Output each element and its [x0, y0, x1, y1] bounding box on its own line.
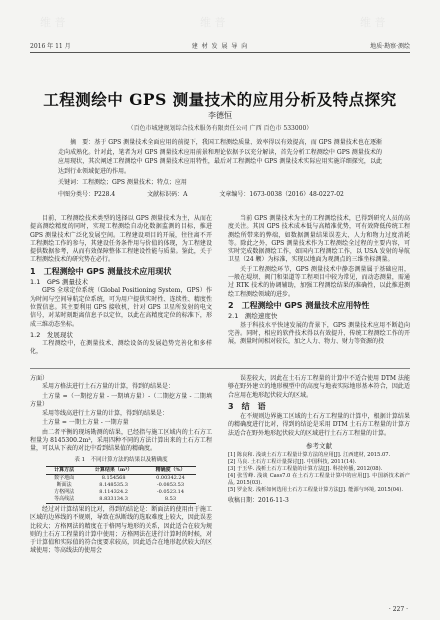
table-cell: 0.00342.24 [156, 474, 185, 481]
watermark: 维 普 [200, 16, 226, 29]
watermark: 维 普 [40, 16, 66, 29]
article-title: 工程测绘中 GPS 测量技术的应用分析及特点探究 [43, 90, 397, 109]
subsection-heading: 2.1 测绘速度快 [228, 312, 278, 321]
references-heading: 参考文献 [306, 442, 332, 451]
table-cell: 8.114324.2 [99, 488, 128, 495]
body-paragraph: 当前 GPS 测量技术为主的工程测绘技术，已得到研究人员的高度关注。其因 GPS 技术成本低与高精准优势，可有效降低传统工程测绘所带来的弊端，如数据测量结果误差大、人力和物力过度消耗等。除此之外，GPS 测量技术作为工程测绘全过程的主要内容，可实时完成数据测绘工作，如国内工程测绘工作，以 USA 发射的导航卫星（24 颗）为标准，实现以地面为观测点的三维坐标测量。 [228, 215, 410, 264]
reference-item: [2] 马良. 土石方工程计量探讨[J]. 中国科技, 2011(14). [228, 459, 357, 466]
table-cell: -0.0853.53 [156, 481, 185, 488]
table-cell: 8.154568 [101, 474, 126, 481]
body-paragraph: 经过对计算结果的比对，得到的结论是：断面法的使用由于施工区域的边界线的不规则，导致在纵断线的选取难度上较大，因此误差比较大；方格网法的精度在于格网与地形的关系，因此适合在较为规则的土石方工程量的计算中使用；方格网法在进行计算时的时候，对于计算值和实际值的符合度要求较高，因此适合在地形起伏较大的区域使用；等高线法的使用会 [30, 505, 212, 555]
running-header [30, 41, 410, 51]
body-paragraph: 关于工程测绘环节，GPS 测量技术中静态测量属于基础应用，一般在堤坝、阀门和渠道等工程项目中较为常见，而动态测量，需通过 RTK 技术的协调辅助，加强工程测绘结果的准确性，以此推进测绘工程测绘领域的进步。 [228, 265, 410, 298]
section-heading: 2 工程测绘中 GPS 测量技术应用特性 [228, 300, 370, 310]
table-cell: 8.148535.3 [99, 481, 128, 488]
continued-text: 方面） [30, 375, 49, 382]
body-paragraph: 基于科技水平快速发展的背景下，GPS 测量技术应用不断趋向完善。同时，相应的软件技术得以有效提升，传统工程测绘工作的开展，测量时间相对较长，加之人力、物力、财力等资源的投 [228, 321, 410, 346]
article-author: 李德恒 [208, 111, 232, 120]
section-heading: 1 工程测绘中 GPS 测量技术应用现状 [30, 266, 172, 276]
reference-item: [5] 罗金发. 浅析如何选用土石方工程量计算方法[J]. 能源与环境, 2015(04). [228, 487, 404, 494]
received-date: 收稿日期：2016-11-3 [228, 497, 289, 505]
watermark: 维 普 [360, 16, 386, 29]
body-paragraph: GPS 全球定位系统（Global Positioning System，GPS）作为时间与空间导航定位系统，可为用户提供实时性、连续性、精度性位置信息。其主要利用 GPS 接收机，针对 GPS 卫星所发射的电文信号，对某时刻距离信息予以定位，以此在高精度定位的标准下，形成三维动态坐标。 [30, 287, 212, 328]
table-header-cell: 精确度（%） [155, 466, 186, 473]
keywords: 关键词：工程测绘；GPS 测量技术；特点；应用 [58, 179, 187, 186]
header-section: 地质·勘察·测绘 [370, 43, 410, 50]
table-cell: 等高线法 [54, 495, 75, 502]
body-paragraph: 采用方格法进行土石方量的计算，得到的结果是： [42, 383, 175, 391]
column-top-left [30, 215, 212, 358]
header-rule [30, 52, 410, 53]
table-header-row [46, 466, 196, 474]
article-separator [30, 368, 410, 369]
column-bottom-left [30, 375, 212, 557]
header-date: 2016 年 11 月 [30, 43, 71, 50]
table-row [46, 482, 196, 489]
table-row [46, 474, 196, 482]
table-cell: 断面法 [56, 481, 72, 488]
table-row [46, 489, 196, 496]
results-table [46, 466, 196, 504]
table-cell: 方格网法 [54, 488, 75, 495]
header-journal: 建 材 发 展 导 向 [191, 43, 249, 50]
table-cell: 8.53 [164, 495, 177, 502]
formula: 土方量 = 一期土方量 - 一期方量 [42, 419, 129, 427]
section-heading: 3 结 语 [228, 401, 266, 411]
subsection-heading: 1.2 发展现状 [30, 330, 73, 339]
table-cell: 8.833134.3 [99, 495, 128, 502]
table-header-cell: 计算方法 [54, 466, 75, 473]
reference-item: [3] 于玉华. 浅析土石方工程量的计算方法[J]. 科技传播, 2012(08). [228, 466, 383, 473]
author-affiliation: （百色市城建规划综合技术服务有限责任公司 广西 百色市 533000） [127, 125, 313, 132]
column-bottom-right [228, 375, 410, 506]
body-paragraph: 在不规则边界施工区域的土石方工程量的计算中，根据计算结果的精确度进行比对，得到的结论是采用 DTM 土石方工程量的计算方法适合在野外地形起伏较大的区域进行土石方工程量的计算。 [228, 413, 410, 437]
reference-item: [4] 张雪峰. 浅谈 Cass7.0 在土石方工程量计算中的应用[J]. 中国新技术新产品, 2015(03). [228, 473, 410, 487]
article-meta [58, 189, 382, 198]
clc-number: 中图分类号：P228.4 [58, 191, 116, 198]
document-code: 文献标识码：A [147, 191, 188, 198]
body-paragraph: 由二者平衡的现场勘测的结果，已经指与施工区域内的土石方工程量为 8145300.2m³，采用四种不同的方法计算出来的土石方工程量，可以从下表的对比中看到结果值的精确度。 [30, 428, 212, 453]
reference-item: [1] 陈良和. 浅谈土石方工程量计算方法的应用[J]. 江西建材, 2015.07. [228, 452, 391, 459]
table-cell: 数字地面 [54, 474, 75, 481]
body-paragraph: 采用等线高进行土方量的计算，得到的结果是： [42, 410, 169, 418]
subsection-heading: 1.1 GPS 测量技术 [30, 278, 88, 287]
formula: 土方量 =（一期挖方量 - 一期填方量）-（二期挖方量 - 二期填方量） [30, 392, 212, 408]
table-cell: -0.0523.14 [156, 488, 185, 495]
article-number: 文章编号：1673-0038（2016）48-0227-02 [219, 191, 344, 198]
column-top-right [228, 215, 410, 347]
intro-paragraph: 目前，工程测绘技术类型的选择以 GPS 测量技术为主，从而在提高测绘精度的同时，实现工程测绘自动化数据监测的目标，推进 GPS 测量技术广泛化发展空间。工程建设项目的开展，往往离不开工程测绘工作的参与，其建设任务条件用与价值的体现，为工程建设提供数据参考，从而有效保障整体工程建设性能与质量。鉴此，关于工程测绘技术的研究势在必行。 [30, 215, 212, 264]
body-paragraph: 工程测绘中，在测量技术、测绘设备的发展趋势完善化和多样化， [30, 340, 212, 356]
page-number: · 227 · [388, 606, 408, 613]
table-row [46, 496, 196, 504]
table-caption: 表 1 不同计算方法的结果以及精确度 [74, 456, 168, 463]
abstract: 摘 要：基于 GPS 测量技术全面应用的前提下，我国工程测绘质量、效率得以有效提高，而 GPS 测量技术也在逐渐走向成熟化。针对此，笔者为对 GPS 测量技术应用前景和理论依据予以充分解读，首先分析工程测绘中 GPS 测量技术的应用现状，其次阐述工程测绘中 GPS 测量技术应用特性，最后对工程测绘中 GPS 测量技术实际应用实施详细探究，以此达到行业领域促进的作用。 [58, 139, 382, 175]
body-paragraph: 误差较大，因此在土石方工程量的计算中不适合使用 DTM 法能够在野外建立的地形模型中的高度与地表实际地形基本符合，因此适合应用在地形起伏较大的区域。 [228, 375, 410, 399]
table-header-cell: 计算结果（m³） [94, 466, 133, 473]
